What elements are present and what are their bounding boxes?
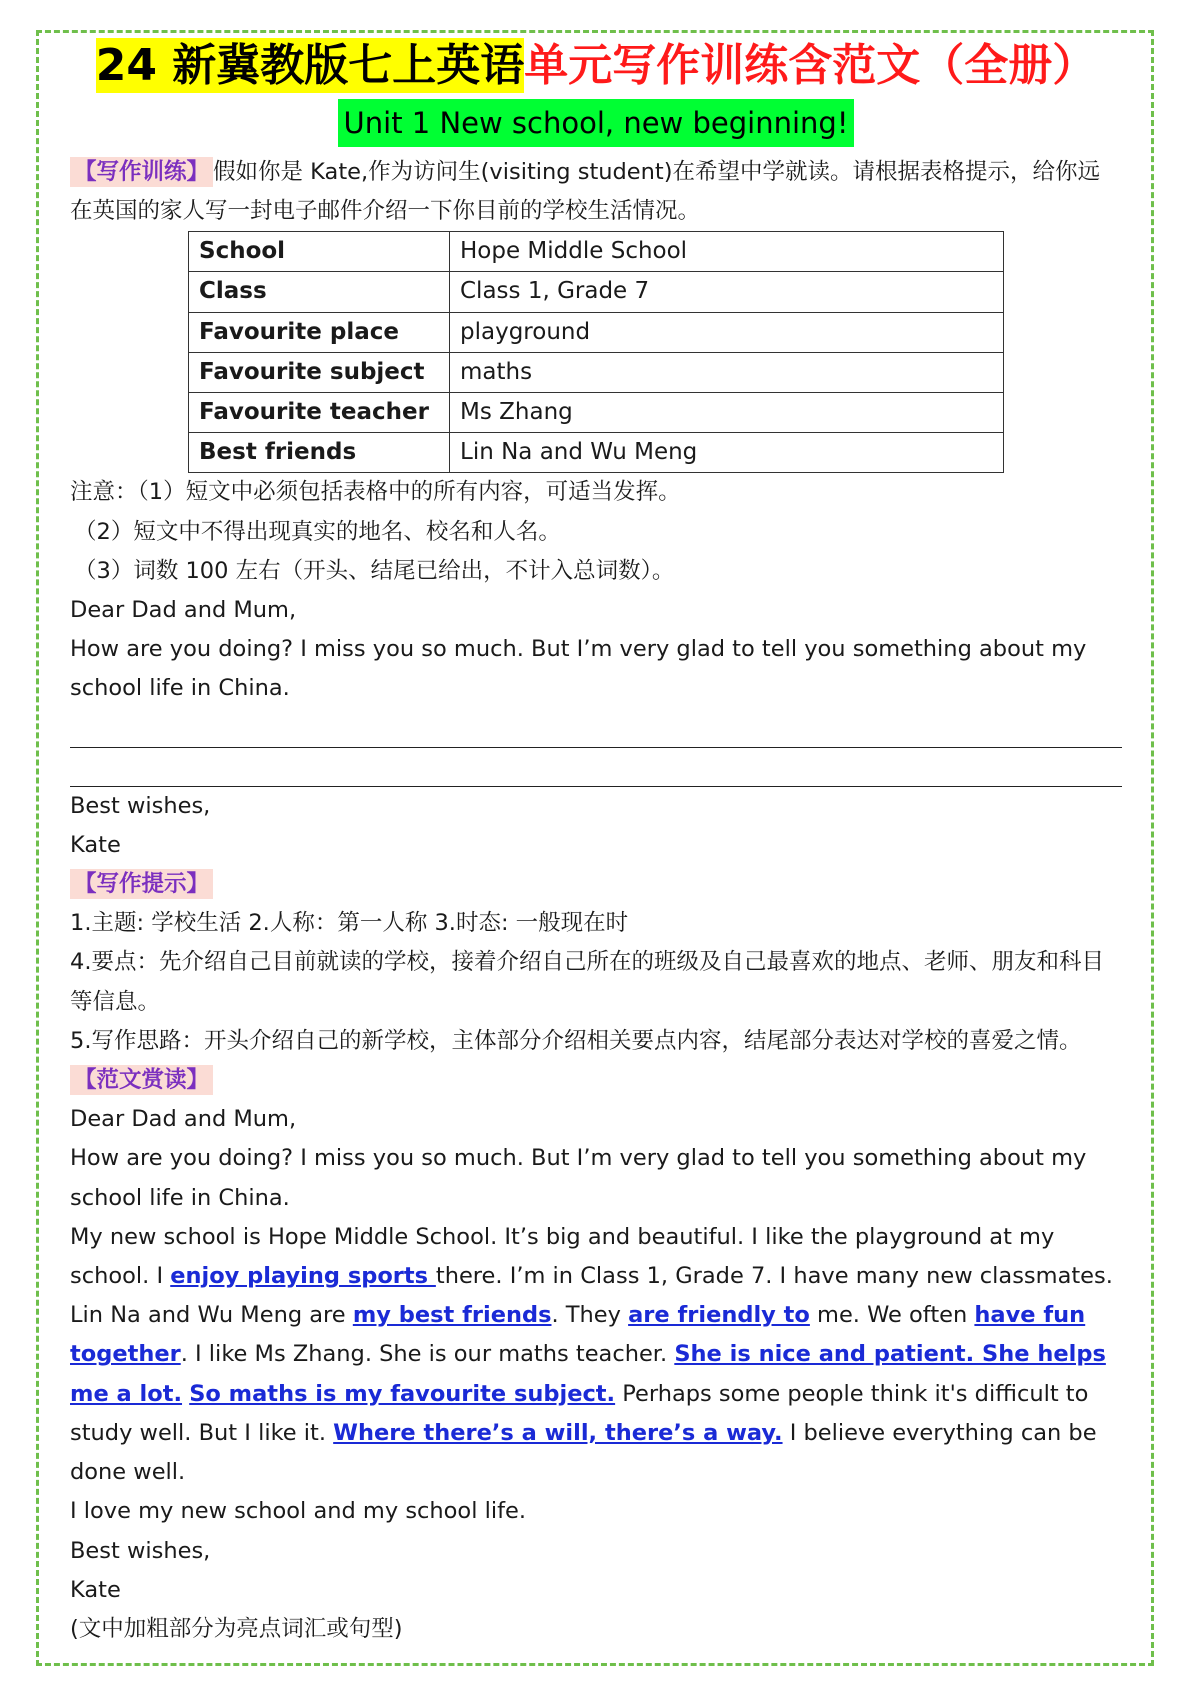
table-key: School <box>189 232 450 272</box>
body-text: . I like Ms Zhang. She is our maths teacher. <box>180 1341 675 1368</box>
model-greeting: Dear Dad and Mum, <box>70 1106 297 1133</box>
letter-signature: Kate <box>70 831 121 858</box>
highlight-phrase: She is nice and patient. She helps me a lot. <box>70 1341 1106 1407</box>
highlight-phrase: So maths is my favourite subject. <box>189 1380 616 1407</box>
task-tag: 【写作训练】 <box>70 157 213 187</box>
table-value: maths <box>450 352 1004 392</box>
table-row <box>189 393 1004 433</box>
writing-blank-line[interactable] <box>70 748 1122 787</box>
table-row <box>189 433 1004 473</box>
tips-heading <box>70 865 1122 904</box>
task-instruction: 假如你是 Kate,作为访问生(visiting student)在希望中学就读。请根据表格提示，给你远在英国的家人写一封电子邮件介绍一下你目前的学校生活情况。 <box>70 158 1101 224</box>
model-conclusion: I love my new school and my school life. <box>70 1498 527 1525</box>
info-table <box>188 231 1004 473</box>
highlight-phrase: my best friends <box>352 1302 552 1329</box>
body-text: me. We often <box>809 1302 975 1329</box>
unit-heading-text: Unit 1 New school, new beginning! <box>338 99 855 147</box>
note-line: （2）短文中不得出现真实的地名、校名和人名。 <box>74 518 561 545</box>
title-highlight-part: 24 新冀教版七上英语 <box>95 40 525 91</box>
note-line: （3）词数 100 左右（开头、结尾已给出，不计入总词数）。 <box>74 557 675 584</box>
body-text: Perhaps some people think it's difficult to study well. But I like it. <box>70 1380 1089 1446</box>
body-text: My new school is Hope Middle School. It’s big and beautiful. I like the playground at my school. I <box>70 1223 1055 1290</box>
table-value: Ms Zhang <box>450 393 1004 433</box>
model-tag: 【范文赏读】 <box>70 1065 213 1095</box>
table-value: Hope Middle School <box>450 232 1004 272</box>
model-signature: Kate <box>70 1576 121 1603</box>
letter-closing: Best wishes, <box>70 792 211 819</box>
table-value: playground <box>450 312 1004 352</box>
table-value: Lin Na and Wu Meng <box>450 433 1004 473</box>
table-value: Class 1, Grade 7 <box>450 272 1004 312</box>
table-key: Favourite teacher <box>189 393 450 433</box>
tip-line: 1.主题: 学校生活 2.人称：第一人称 3.时态: 一般现在时 <box>70 910 629 937</box>
body-text: . They <box>551 1302 629 1329</box>
highlight-phrase: are friendly to <box>628 1302 810 1329</box>
body-text: I believe everything can be done well. <box>70 1419 1097 1486</box>
tip-line: 4.要点：先介绍自己目前就读的学校，接着介绍自己所在的班级及自己最喜欢的地点、老师、朋友和科目等信息。 <box>70 949 1104 1015</box>
body-text: there. I’m in Class 1, Grade 7. I have many new classmates. Lin Na and Wu Meng are <box>70 1263 1113 1329</box>
table-row <box>189 272 1004 312</box>
document-content <box>70 40 1122 1649</box>
table-row <box>189 352 1004 392</box>
letter-greeting: Dear Dad and Mum, <box>70 597 297 624</box>
tip-line: 5.写作思路：开头介绍自己的新学校，主体部分介绍相关要点内容，结尾部分表达对学校的喜爱之情。 <box>70 1027 1082 1054</box>
task-paragraph <box>70 153 1122 231</box>
table-row <box>189 232 1004 272</box>
letter-opening: How are you doing? I miss you so much. But I’m very glad to tell you something about my school life in China. <box>70 636 1087 702</box>
table-row <box>189 312 1004 352</box>
table-key: Favourite place <box>189 312 450 352</box>
highlight-phrase: have fun together <box>70 1302 1086 1368</box>
table-key: Class <box>189 272 450 312</box>
note-line: 注意：（1）短文中必须包括表格中的所有内容，可适当发挥。 <box>70 479 681 506</box>
model-opening: How are you doing? I miss you so much. But I’m very glad to tell you something about my school life in China. <box>70 1145 1087 1211</box>
highlight-phrase: enjoy playing sports <box>170 1263 436 1290</box>
document-title <box>70 40 1122 93</box>
highlight-phrase: Where there’s a will, there’s a way. <box>333 1419 783 1446</box>
model-body <box>70 1218 1122 1492</box>
table-key: Favourite subject <box>189 352 450 392</box>
model-footnote: (文中加粗部分为亮点词汇或句型) <box>70 1615 403 1642</box>
tips-tag: 【写作提示】 <box>70 869 213 899</box>
title-red-part: 单元写作训练含范文（全册） <box>524 40 1097 91</box>
model-heading <box>70 1061 1122 1100</box>
model-closing: Best wishes, <box>70 1537 211 1564</box>
unit-heading <box>70 99 1122 147</box>
table-key: Best friends <box>189 433 450 473</box>
writing-blank-line[interactable] <box>70 709 1122 748</box>
